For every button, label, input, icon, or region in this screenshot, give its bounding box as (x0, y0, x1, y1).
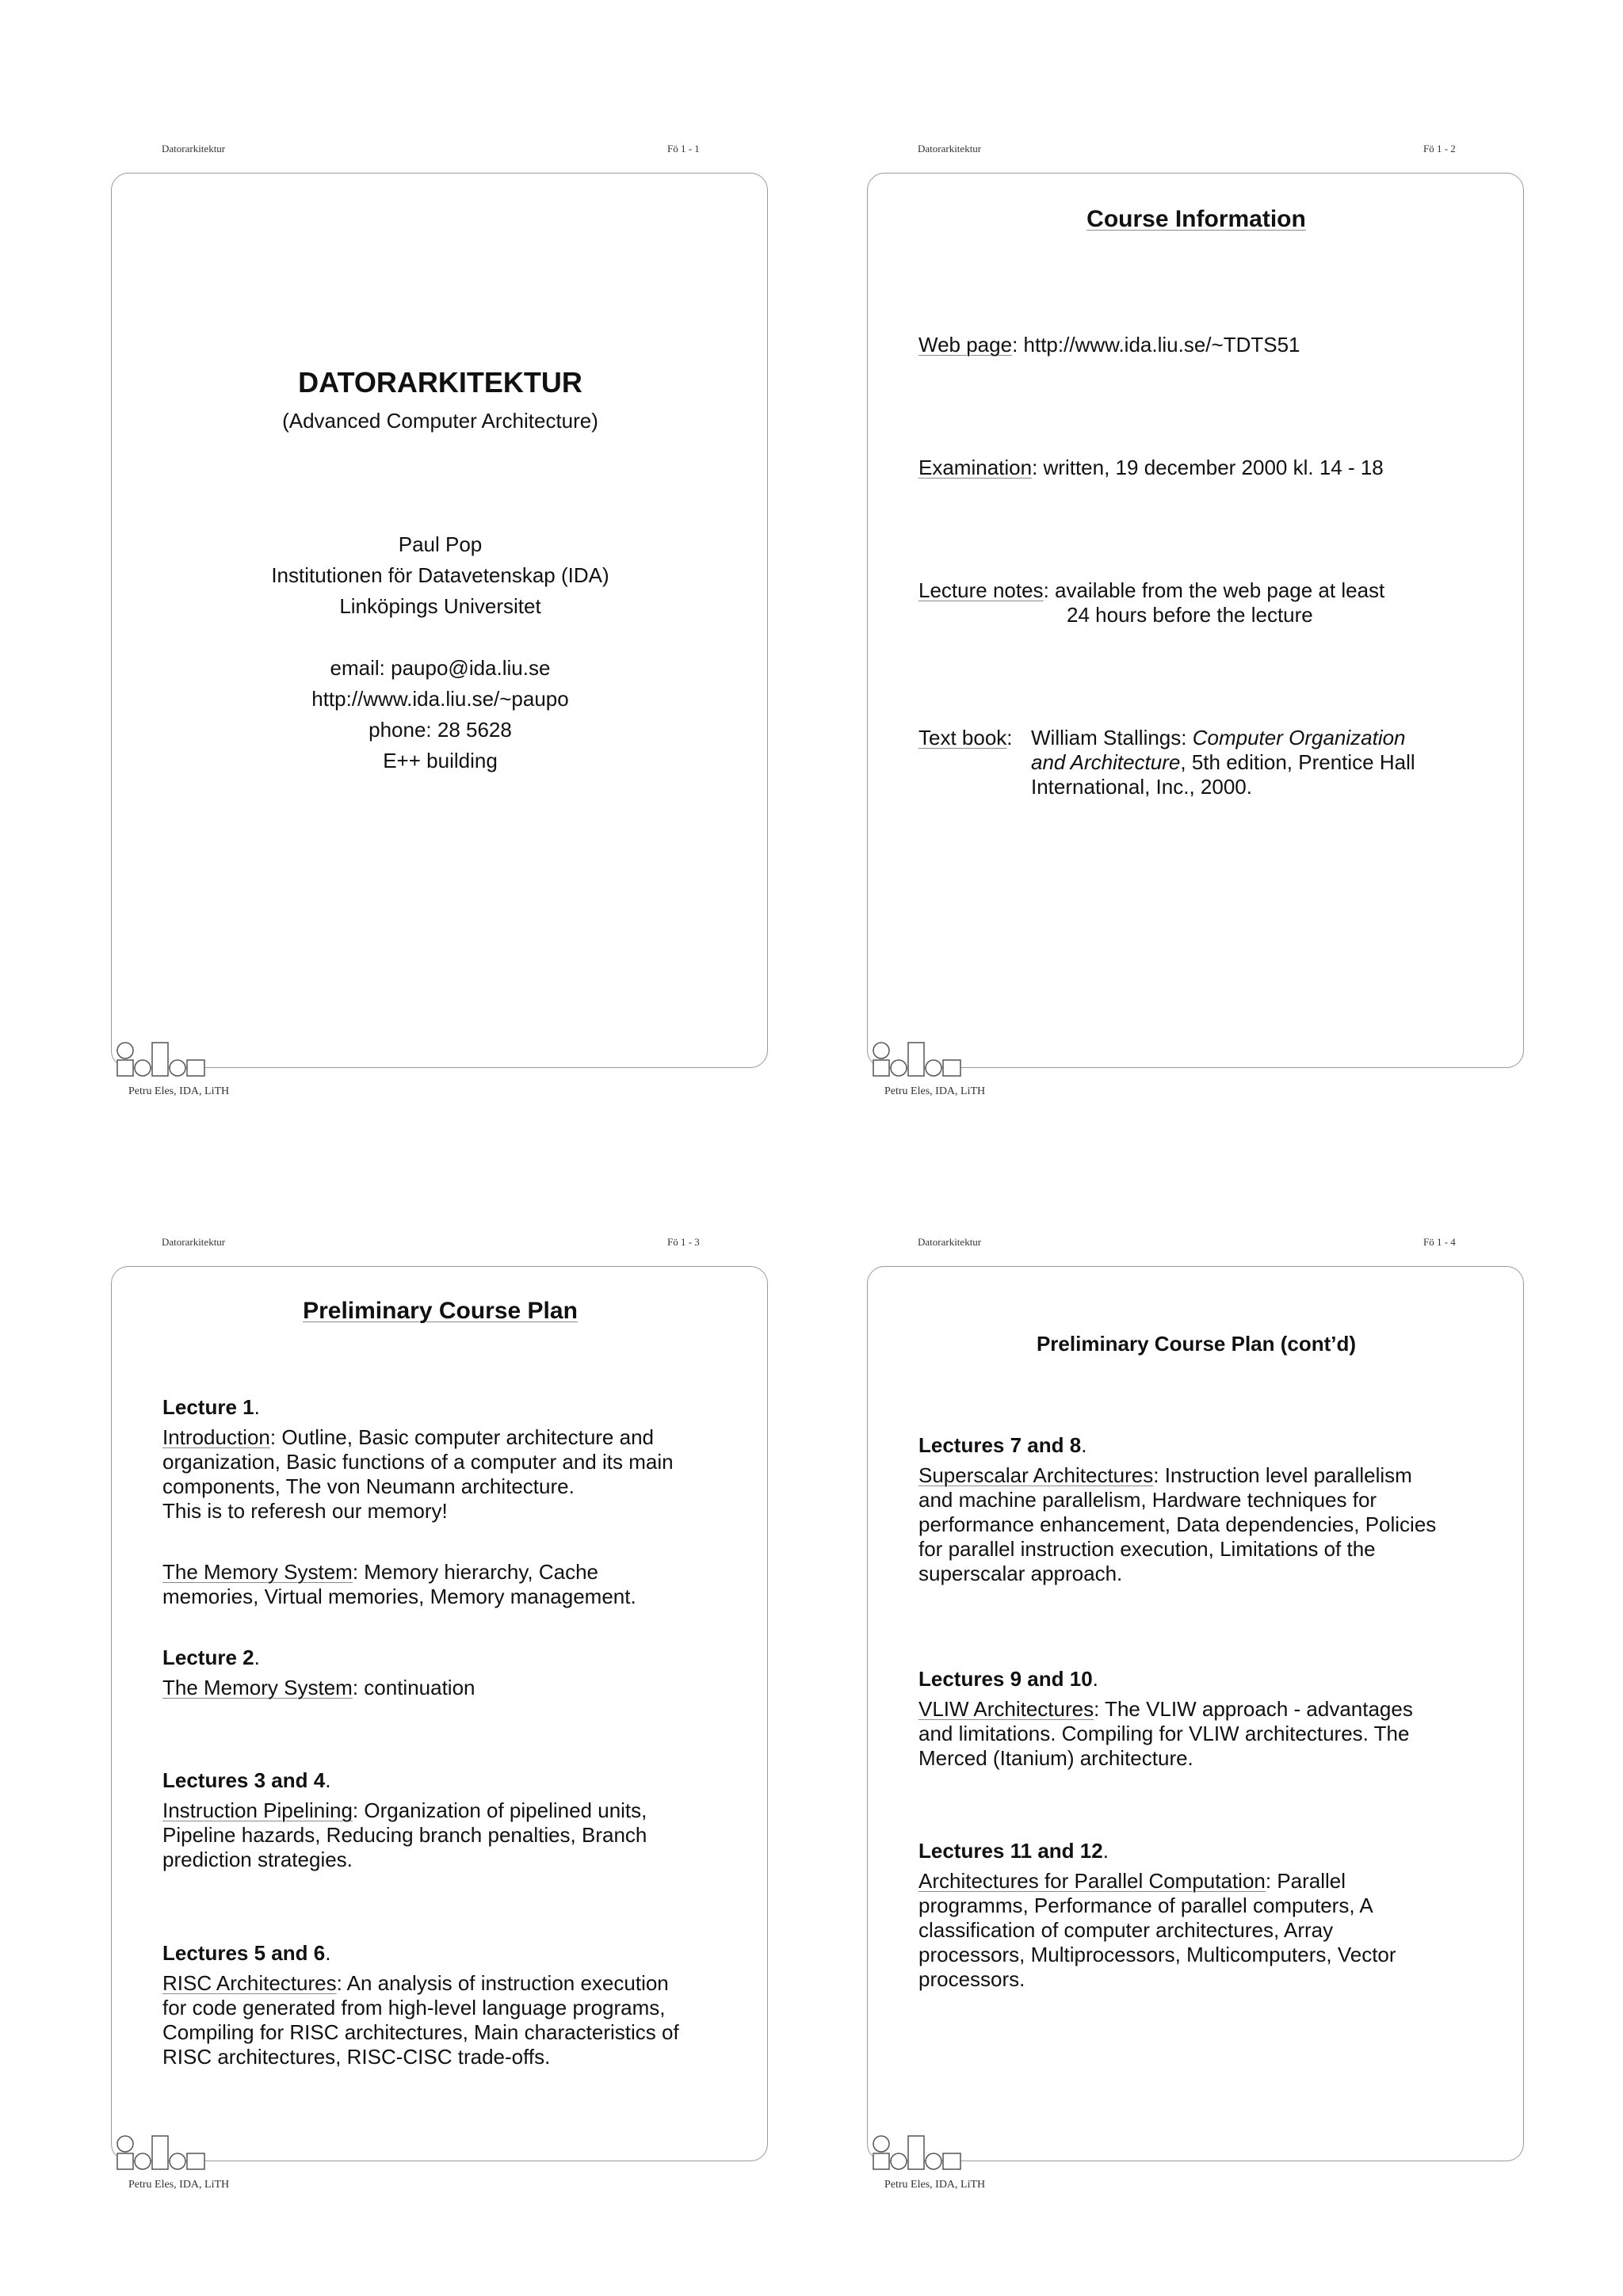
parallel-computation-label: Architectures for Parallel Computation (918, 1869, 1266, 1893)
memory-line-2: memories, Virtual memories, Memory management. (162, 1585, 636, 1608)
ida-logo-icon (116, 1039, 208, 1079)
vliw-label: VLIW Architectures (918, 1697, 1094, 1721)
page-footer-2: Petru Eles, IDA, LiTH (884, 1085, 986, 1097)
page-header-right-1: Fö 1 - 1 (667, 143, 700, 154)
pipelining-line-3: prediction strategies. (162, 1848, 353, 1871)
superscalar-label: Superscalar Architectures (918, 1463, 1154, 1487)
slide1-university: Linköpings Universitet (339, 594, 541, 618)
parallel-line-5: processors. (918, 1967, 1025, 1991)
slide2-title (868, 205, 1525, 234)
lecture-notes-line (918, 578, 1384, 603)
text-book-title-a: Computer Organization (1192, 726, 1406, 749)
superscalar-line-5: superscalar approach. (918, 1562, 1123, 1585)
text-book-line-3: International, Inc., 2000. (1031, 775, 1252, 799)
lectures-7-8-label: Lectures 7 and 8 (918, 1433, 1082, 1457)
web-page-line (918, 333, 1300, 357)
lectures-5-6-label: Lectures 5 and 6 (162, 1941, 326, 1965)
ida-logo-icon (872, 2133, 964, 2172)
page-footer-3: Petru Eles, IDA, LiTH (128, 2179, 230, 2191)
memory-system-2-label: The Memory System (162, 1676, 353, 1699)
slide1-subtitle: (Advanced Computer Architecture) (282, 409, 598, 433)
web-page-label: Web page (918, 333, 1013, 357)
lectures-3-4-heading: Lectures 3 and 4. (162, 1768, 331, 1792)
risc-line-2: for code generated from high-level language programs, (162, 1996, 666, 2019)
slide-3 (111, 1266, 768, 2161)
memory-system-2-text: : continuation (352, 1676, 475, 1699)
superscalar-text: : Instruction level parallelism (1153, 1463, 1412, 1487)
page-footer-1: Petru Eles, IDA, LiTH (128, 1085, 230, 1097)
memory2-line-1 (162, 1676, 475, 1700)
risc-line-3: Compiling for RISC architectures, Main characteristics of (162, 2020, 679, 2044)
lecture-notes-line-2: 24 hours before the lecture (1067, 603, 1313, 627)
intro-line-4: This is to referesh our memory! (162, 1499, 448, 1523)
lectures-5-6-heading: Lectures 5 and 6. (162, 1941, 331, 1965)
vliw-text: : The VLIW approach - advantages (1094, 1697, 1413, 1721)
vliw-line-1 (918, 1697, 1413, 1722)
parallel-line-2: programms, Performance of parallel computers, A (918, 1894, 1373, 1917)
text-book-line-2 (1031, 750, 1415, 775)
slide3-title-text: Preliminary Course Plan (303, 1298, 578, 1324)
text-book-label-line (918, 726, 1013, 750)
slide1-title: DATORARKITEKTUR (298, 366, 582, 399)
parallel-line-1 (918, 1869, 1346, 1894)
parallel-computation-text: : Parallel (1265, 1869, 1346, 1893)
memory-line-1 (162, 1560, 598, 1585)
lecture-2-label: Lecture 2 (162, 1646, 254, 1669)
ida-logo-icon (872, 1039, 964, 1079)
parallel-line-3: classification of computer architectures, Array (918, 1918, 1334, 1942)
memory-system-text: : Memory hierarchy, Cache (352, 1560, 598, 1584)
slide1-phone: phone: 28 5628 (369, 718, 512, 742)
ida-logo-icon (116, 2133, 208, 2172)
slide-4 (867, 1266, 1524, 2161)
slide1-dept: Institutionen för Datavetenskap (IDA) (271, 563, 609, 587)
slide1-building: E++ building (383, 749, 498, 772)
pipelining-line-1 (162, 1798, 647, 1823)
superscalar-line-3: performance enhancement, Data dependencies, Policies (918, 1512, 1437, 1536)
risc-line-4: RISC architectures, RISC-CISC trade-offs. (162, 2045, 551, 2069)
lectures-3-4-label: Lectures 3 and 4 (162, 1768, 326, 1792)
intro-line-2: organization, Basic functions of a computer and its main (162, 1450, 674, 1474)
web-page-value: : http://www.ida.liu.se/~TDTS51 (1012, 333, 1300, 357)
lecture-notes-label: Lecture notes (918, 578, 1044, 602)
lecture-2-heading: Lecture 2. (162, 1646, 260, 1669)
page-header-left-1: Datorarkitektur (162, 143, 226, 154)
parallel-line-4: processors, Multiprocessors, Multicomputers, Vector (918, 1943, 1396, 1966)
lectures-9-10-label: Lectures 9 and 10 (918, 1667, 1093, 1691)
page-header-right-2: Fö 1 - 2 (1423, 143, 1456, 154)
introduction-text: : Outline, Basic computer architecture and (269, 1425, 654, 1449)
intro-line-3: components, The von Neumann architecture. (162, 1474, 575, 1498)
page-footer-4: Petru Eles, IDA, LiTH (884, 2179, 986, 2191)
text-book-author: William Stallings: (1031, 726, 1193, 749)
introduction-label: Introduction (162, 1425, 270, 1449)
lectures-7-8-heading: Lectures 7 and 8. (918, 1433, 1087, 1457)
page-header-right-4: Fö 1 - 4 (1423, 1236, 1456, 1248)
slide2-title-text: Course Information (1086, 206, 1306, 232)
text-book-label: Text book (918, 726, 1007, 749)
slide3-title (112, 1297, 769, 1325)
intro-line-1 (162, 1425, 654, 1450)
slide1-email: email: paupo@ida.liu.se (330, 656, 551, 680)
page-header-left-2: Datorarkitektur (918, 143, 982, 154)
page-header-left-3: Datorarkitektur (162, 1236, 226, 1248)
superscalar-line-4: for parallel instruction execution, Limitations of the (918, 1537, 1376, 1561)
vliw-line-2: and limitations. Compiling for VLIW architectures. The (918, 1722, 1410, 1745)
examination-line (918, 456, 1384, 480)
slide-2 (867, 173, 1524, 1068)
page-header-left-4: Datorarkitektur (918, 1236, 982, 1248)
pipelining-label: Instruction Pipelining (162, 1798, 353, 1822)
slide-1 (111, 173, 768, 1068)
lectures-9-10-heading: Lectures 9 and 10. (918, 1667, 1098, 1691)
lecture-1-label: Lecture 1 (162, 1395, 254, 1419)
text-book-line-1 (1031, 726, 1406, 750)
superscalar-line-2: and machine parallelism, Hardware techniques for (918, 1488, 1377, 1512)
risc-label: RISC Architectures (162, 1971, 337, 1995)
pipelining-line-2: Pipeline hazards, Reducing branch penalties, Branch (162, 1823, 647, 1847)
text-book-title-b: and Architecture (1031, 750, 1181, 774)
lecture-notes-value: : available from the web page at least (1043, 578, 1385, 602)
pipelining-text: : Organization of pipelined units, (352, 1798, 647, 1822)
vliw-line-3: Merced (Itanium) architecture. (918, 1746, 1193, 1770)
slide4-title: Preliminary Course Plan (cont’d) (1036, 1332, 1357, 1356)
examination-label: Examination (918, 456, 1033, 479)
risc-text: : An analysis of instruction execution (336, 1971, 669, 1995)
superscalar-line-1 (918, 1463, 1412, 1488)
slide1-author: Paul Pop (398, 532, 483, 556)
examination-value: : written, 19 december 2000 kl. 14 - 18 (1032, 456, 1384, 479)
text-book-edition: , 5th edition, Prentice Hall (1180, 750, 1415, 774)
lecture-1-heading: Lecture 1. (162, 1395, 260, 1419)
slide1-url: http://www.ida.liu.se/~paupo (311, 687, 569, 711)
text-book-colon: : (1006, 726, 1013, 749)
memory-system-label: The Memory System (162, 1560, 353, 1584)
lectures-11-12-label: Lectures 11 and 12 (918, 1839, 1103, 1863)
lectures-11-12-heading: Lectures 11 and 12. (918, 1839, 1109, 1863)
page-header-right-3: Fö 1 - 3 (667, 1236, 700, 1248)
risc-line-1 (162, 1971, 669, 1996)
